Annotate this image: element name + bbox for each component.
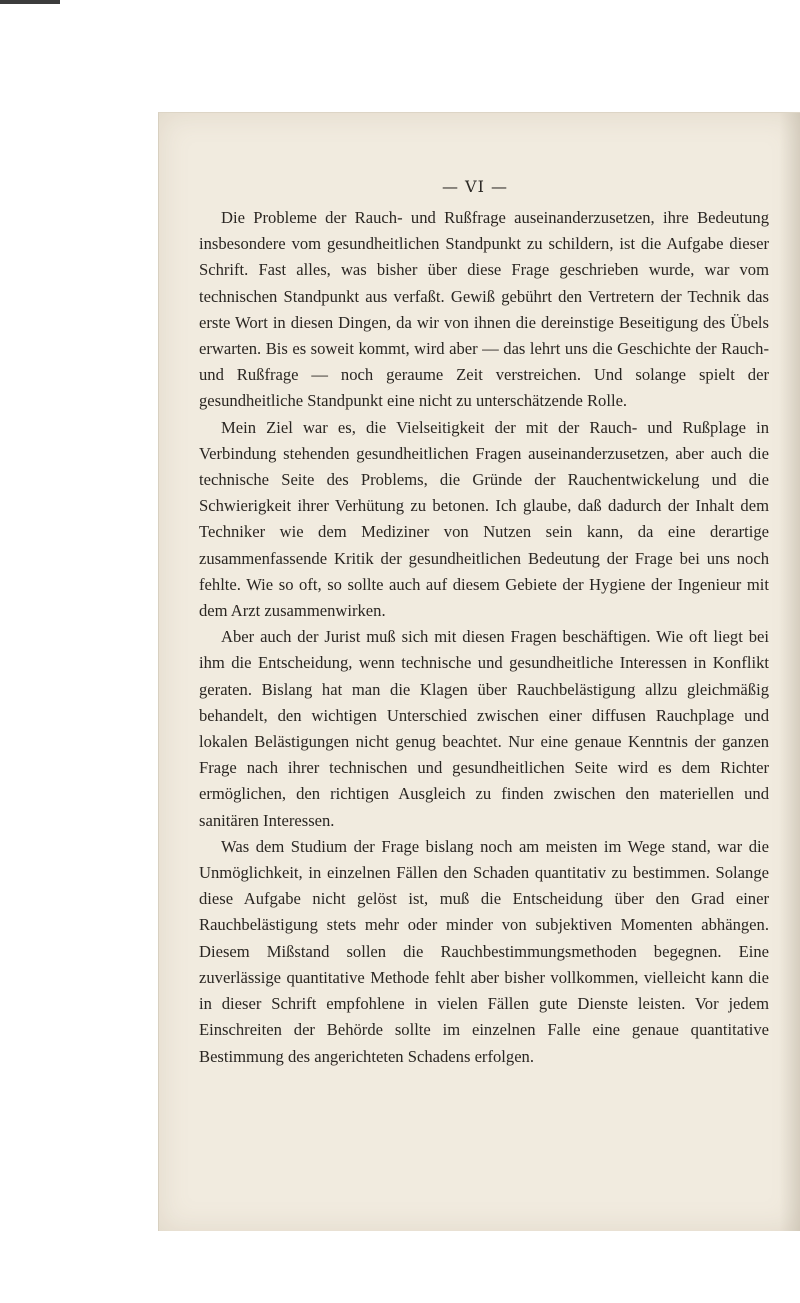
page-number: — VI —	[441, 177, 509, 196]
book-page	[158, 112, 800, 1231]
body-text	[199, 205, 769, 1070]
page-edge-shadow	[779, 113, 800, 1231]
paragraph-3: Aber auch der Jurist muß sich mit diesen Fragen beschäftigen. Wie oft liegt bei ihm die Entscheidung, wenn technische und gesundheitliche Interessen in Konflikt geraten. Bislang hat man die Klagen über Rauchbelästigung allzu gleichmäßig behandelt, den wichtigen Unterschied zwischen einer diffusen Rauchplage und lokalen Belästigungen nicht genug beachtet. Nur eine genaue Kenntnis der ganzen Frage nach ihrer technischen und gesundheitlichen Seite wird es dem Richter ermöglichen, den richtigen Ausgleich zu finden zwischen den materiellen und sanitären Interessen.	[199, 627, 769, 830]
scan-corner-mark	[0, 0, 60, 4]
paragraph-2: Mein Ziel war es, die Vielseitigkeit der mit der Rauch- und Rußplage in Verbindung stehenden gesundheitlichen Fragen auseinanderzusetzen, aber auch die technische Seite des Problems, die Gründe der Rauchentwickelung und die Schwierigkeit ihrer Verhütung zu betonen. Ich glaube, daß dadurch der Inhalt dem Techniker wie dem Mediziner von Nutzen sein kann, da eine derartige zusammenfassende Kritik der gesundheitlichen Bedeutung der Frage bei uns noch fehlte. Wie so oft, so sollte auch auf diesem Gebiete der Hygiene der Ingenieur mit dem Arzt zusammenwirken.	[199, 417, 769, 621]
paragraph-1: Die Probleme der Rauch- und Rußfrage auseinanderzusetzen, ihre Bedeutung insbesondere vom gesundheitlichen Standpunkt zu schildern, ist die Aufgabe dieser Schrift. Fast alles, was bisher über diese Frage geschrieben wurde, war vom technischen Standpunkt aus verfaßt. Gewiß gebührt den Vertretern der Technik das erste Wort in diesen Dingen, da wir von ihnen die dereinstige Beseitigung des Übels erwarten. Bis es soweit kommt, wird aber — das lehrt uns die Geschichte der Rauch- und Rußfrage — noch geraume Zeit verstreichen. Und solange spielt der gesundheitliche Standpunkt eine nicht zu unterschätzende Rolle.	[199, 208, 769, 411]
paragraph-4: Was dem Studium der Frage bislang noch am meisten im Wege stand, war die Unmöglichkeit, in einzelnen Fällen den Schaden quantitativ zu bestimmen. Solange diese Aufgabe nicht gelöst ist, muß die Entscheidung über den Grad einer Rauchbelästigung stets mehr oder minder von subjektiven Momenten abhängen. Diesem Mißstand sollen die Rauchbestimmungsmethoden begegnen. Eine zuverlässige quantitative Methode fehlt aber bisher vollkommen, vielleicht kann die in dieser Schrift empfohlene in vielen Fällen gute Dienste leisten. Vor jedem Einschreiten der Behörde sollte im einzelnen Falle eine genaue quantitative Bestimmung des angerichteten Schadens erfolgen.	[199, 836, 769, 1066]
